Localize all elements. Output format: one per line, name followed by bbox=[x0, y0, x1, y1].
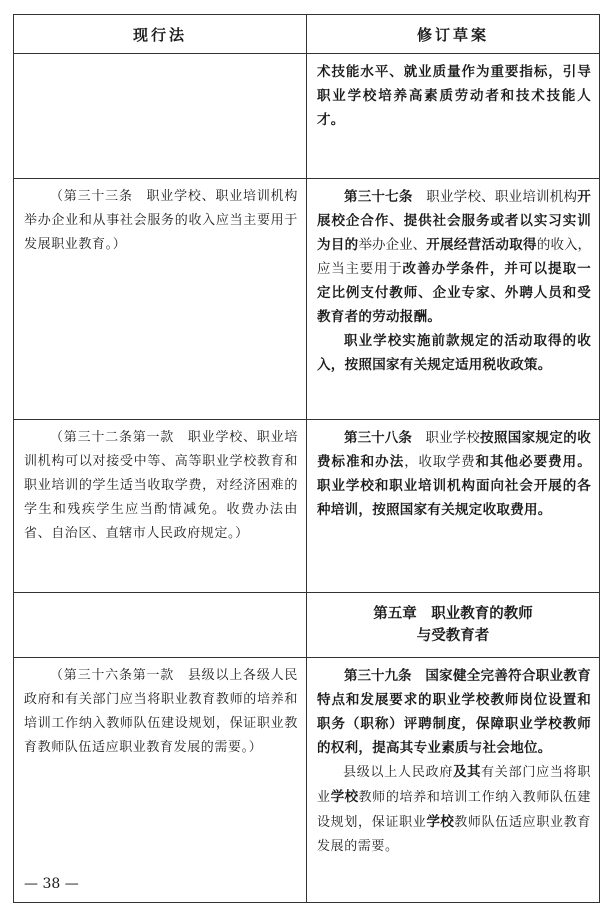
unchanged-text: 职业学校 bbox=[411, 430, 480, 446]
current-law-cell bbox=[14, 54, 307, 179]
unchanged-text: ，收取学费 bbox=[404, 454, 476, 470]
chapter-heading-line: 与受教育者 bbox=[416, 628, 490, 644]
current-law-paragraph: （第三十三条 职业学校、职业培训机构举办企业和从事社会服务的收入应当主要用于发展职业教育。） bbox=[24, 189, 298, 252]
header-revised-draft: 修订草案 bbox=[307, 15, 600, 54]
revised-paragraph bbox=[317, 185, 591, 329]
unchanged-text: 有关部门应当将职业 bbox=[317, 765, 591, 805]
unchanged-text: 县级以上人民政府 bbox=[343, 765, 454, 780]
added-text: 开展校企合作、提供社会服务或者以实习实训为目的 bbox=[317, 189, 592, 253]
added-text: 按照国家规定的收费标准和办法 bbox=[317, 430, 591, 470]
added-text: 学校 bbox=[330, 789, 359, 805]
added-text: 学校 bbox=[426, 814, 455, 830]
current-law-paragraph: （第三十六条第一款 县级以上各级人民政府和有关部门应当将职业教育教师的培养和培训工作纳入教师队伍建设规划，保证职业教育教师队伍适应职业教育发展的需要。） bbox=[24, 668, 298, 755]
added-text: 国家健全完善符合职业教育特点和发展要求的职业学校教师岗位设置和职务（职称）评聘制度，保障职业学校教师的权利，提高其专业素质与社会地位。 bbox=[317, 668, 591, 756]
revised-paragraph: 术技能水平、就业质量作为重要指标，引导职业学校培养高素质劳动者和技术技能人才。 bbox=[317, 64, 591, 128]
revised-draft-cell bbox=[307, 658, 600, 903]
added-text: 改善办学条件，并可以提取一定比例支付教师、企业专家、外聘人员和受教育者的劳动报酬。 bbox=[317, 261, 591, 325]
current-law-cell bbox=[14, 179, 307, 420]
revised-draft-cell bbox=[307, 54, 600, 179]
current-law-cell bbox=[14, 593, 307, 658]
revised-draft-cell bbox=[307, 179, 600, 420]
comparison-page bbox=[13, 14, 599, 903]
article-number: 第三十八条 bbox=[344, 430, 412, 446]
chapter-heading bbox=[307, 593, 599, 657]
revised-paragraph bbox=[317, 426, 591, 522]
revised-paragraph: 职业学校实施前款规定的活动取得的收入，按照国家有关规定适用税收政策。 bbox=[317, 333, 591, 373]
added-text: 开展经营活动取得 bbox=[426, 237, 537, 253]
article-number: 第三十七条 bbox=[344, 189, 413, 205]
table-header-row bbox=[14, 15, 600, 54]
chapter-heading-line: 第五章 职业教育的教师 bbox=[373, 606, 533, 622]
revised-paragraph bbox=[317, 760, 591, 859]
revised-draft-cell bbox=[307, 420, 600, 593]
page-number: — 38 — bbox=[24, 876, 79, 892]
unchanged-text: 教师队伍适应职业教育发展的需要。 bbox=[317, 815, 591, 854]
table-row bbox=[14, 179, 600, 420]
added-text: 及其 bbox=[453, 764, 482, 780]
current-law-cell bbox=[14, 658, 307, 903]
revised-paragraph bbox=[317, 664, 591, 760]
revised-draft-cell bbox=[307, 593, 600, 658]
added-text: 和其他必要费用。职业学校和职业培训机构面向社会开展的各种培训，按照国家有关规定收取费用。 bbox=[317, 454, 592, 518]
unchanged-text: 举办企业、 bbox=[358, 237, 427, 253]
current-law-paragraph: （第三十二条第一款 职业学校、职业培训机构可以对接受中等、高等职业学校教育和职业培训的学生适当收取学费，对经济困难的学生和残疾学生应当酌情减免。收费办法由省、自治区、直辖市人民政府规定。） bbox=[24, 430, 298, 541]
current-law-cell bbox=[14, 420, 307, 593]
comparison-table bbox=[13, 14, 600, 903]
table-row bbox=[14, 658, 600, 903]
unchanged-text: 教师的培养和培训工作纳入教师队伍建设规划，保证职业 bbox=[317, 790, 591, 830]
unchanged-text: 职业学校、职业培训机构 bbox=[412, 189, 578, 205]
unchanged-text: 的收入，应当主要用于 bbox=[317, 237, 592, 277]
table-row bbox=[14, 593, 600, 658]
header-current-law: 现行法 bbox=[14, 15, 307, 54]
article-number: 第三十九条 bbox=[344, 668, 412, 684]
table-row bbox=[14, 420, 600, 593]
table-row bbox=[14, 54, 600, 179]
